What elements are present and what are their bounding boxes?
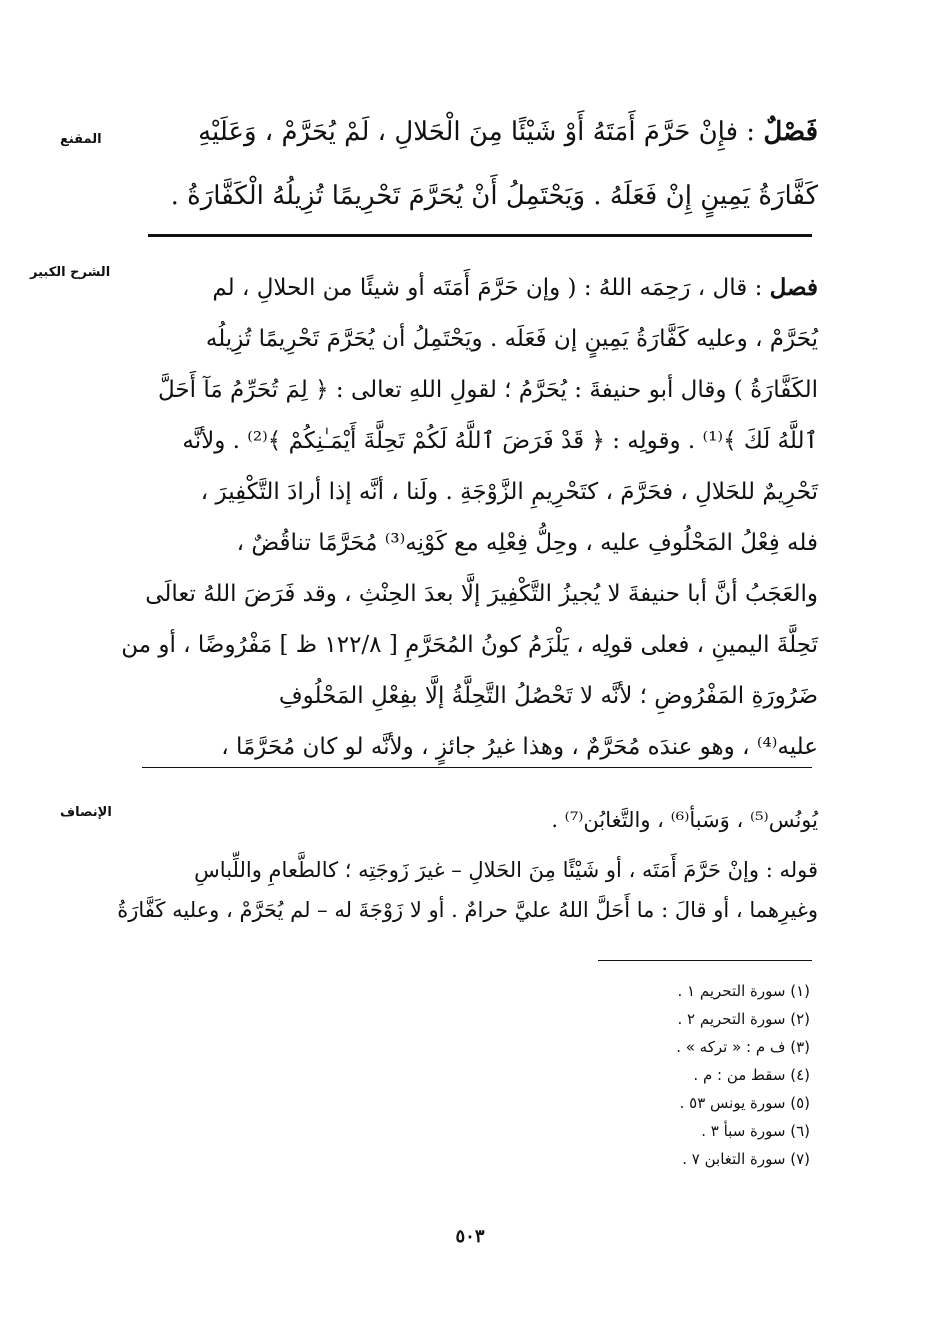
sharh-line-9: ضَرُورَةِ المَفْرُوضِ ؛ لأنَّه لا تَحْصُلُ التَّحِلَّةُ إلَّا بفِعْلِ المَحْلُوفِ — [278, 683, 818, 709]
insaf-text-block — [117, 800, 818, 930]
footnote-item: (٦) سورة سبأ ٣ . — [701, 1122, 810, 1140]
sharh-line-1-text: : قال ، رَحِمَه اللهُ : ( وإن حَرَّمَ أَمَتَه أو شيئًا من الحلالِ ، لم — [212, 275, 770, 301]
muqni-line-2: كَفَّارَةُ يَمِينٍ إِنْ فَعَلَهُ . وَيَحْتَمِلُ أَنْ يُحَرَّمَ تَحْرِيمًا تُزِيلُهُ الْكَفَّارَةُ . — [170, 181, 818, 211]
muqni-divider — [148, 234, 812, 237]
sharh-line-1 — [142, 262, 818, 314]
sharh-lead-word: فصل — [769, 274, 818, 301]
muqni-line-1-text: : فإِنْ حَرَّمَ أَمَتَهُ أَوْ شَيْئًا مِنَ الْحَلالِ ، لَمْ يُحَرَّمْ ، وَعَلَيْهِ — [198, 117, 764, 147]
section-label-insaf: الإنصاف — [60, 805, 112, 820]
insaf-line-1: يُونُس⁽⁵⁾ ، وَسَبأ⁽⁶⁾ ، والتَّغابُن⁽⁷⁾ . — [551, 808, 818, 832]
insaf-line-2: قوله : وإنْ حَرَّمَ أَمَتَه ، أو شَيْئًا مِنَ الحَلالِ – غيرَ زَوجَتِه ؛ كالطَّعامِ واللِّباسِ — [194, 858, 818, 882]
sharh-line-4: ٱللَّهُ لَكَ ﴾⁽¹⁾ . وقولِه : ﴿ قَدْ فَرَضَ ٱللَّهُ لَكُمْ تَحِلَّةَ أَيْمَـٰنِكُمْ ﴾⁽²⁾ . ولأنَّه — [182, 428, 818, 454]
footnotes — [560, 977, 810, 1173]
footnote-item: (٧) سورة التغابن ٧ . — [682, 1150, 810, 1168]
page-number: ٥٠٣ — [455, 1226, 485, 1247]
muqni-lead-word: فَصْلٌ — [763, 117, 818, 147]
muqni-text-block — [142, 100, 818, 228]
footnote-item: (١) سورة التحريم ١ . — [677, 982, 810, 1000]
section-label-muqni: المقنع — [60, 132, 102, 147]
sharh-line-2: يُحَرَّمْ ، وعليه كَفَّارَةُ يَمِينٍ إن فَعَلَه . ويَحْتَمِلُ أن يُحَرَّمَ تَحْرِيمًا تُزِيلُه — [205, 326, 818, 352]
sharh-text-block — [121, 262, 818, 773]
footnote-item: (٤) سقط من : م . — [693, 1066, 810, 1084]
footnote-item: (٢) سورة التحريم ٢ . — [677, 1010, 810, 1028]
section-label-sharh: الشرح الكبير — [30, 265, 111, 280]
sharh-line-3: الكَفَّارَةُ ) وقال أبو حنيفةَ : يُحَرَّمُ ؛ لقولِ اللهِ تعالى : ﴿ لِمَ تُحَرِّمُ مَآ أَحَلَّ — [158, 377, 818, 403]
sharh-line-8: تَحِلَّةَ اليمينِ ، فعلى قولِه ، يَلْزَمُ كونُ المُحَرَّمِ [ ١٢٢/٨ ظ ] مَفْرُوضًا ، أو من — [121, 632, 818, 658]
sharh-line-10: عليه⁽⁴⁾ ، وهو عندَه مُحَرَّمٌ ، وهذا غيرُ جائزٍ ، ولأنَّه لو كان مُحَرَّمًا ، — [221, 734, 818, 760]
insaf-line-3: وغيرِهما ، أو قالَ : ما أَحَلَّ اللهُ عليَّ حرامٌ . أو لا زَوْجَةَ له – لم يُحَرَّمْ ، وعليه كَفَّارَةُ — [117, 898, 818, 922]
muqni-line-1 — [142, 100, 818, 164]
footnote-item: (٥) سورة يونس ٥٣ . — [679, 1094, 810, 1112]
footnote-divider — [598, 960, 812, 961]
footnote-item: (٣) ف م : « تركه » . — [676, 1038, 810, 1056]
sharh-divider — [142, 767, 812, 768]
sharh-line-7: والعَجَبُ أنَّ أبا حنيفةَ لا يُجيزُ التَّكْفِيرَ إلَّا بعدَ الحِنْثِ ، وقد فَرَضَ اللهُ تعالَى — [145, 581, 818, 607]
sharh-line-5: تَحْرِيمٌ للحَلالِ ، فحَرَّمَ ، كتَحْرِيمِ الزَّوْجَةِ . ولَنا ، أنَّه إذا أرادَ التَّكْفِيرَ ، — [200, 479, 818, 505]
sharh-line-6: فله فِعْلُ المَحْلُوفِ عليه ، وحِلُّ فِعْلِه مع كَوْنِه⁽³⁾ مُحَرَّمًا تناقُضٌ ، — [236, 530, 818, 556]
